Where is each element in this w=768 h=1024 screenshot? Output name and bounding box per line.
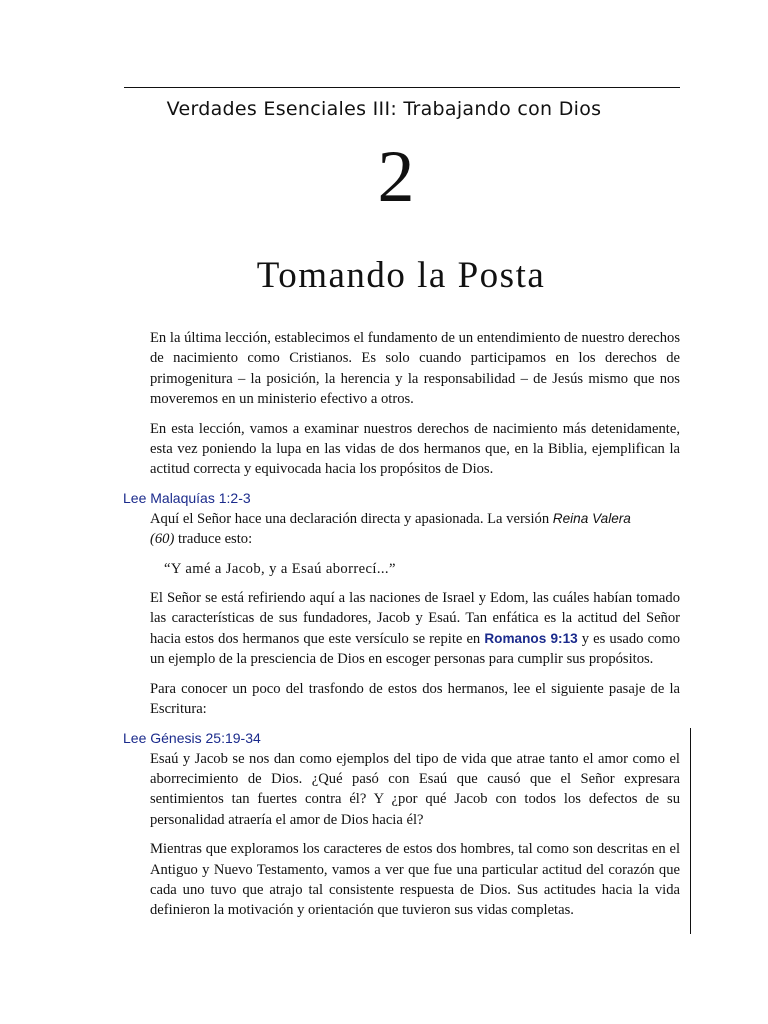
declaration-text: Aquí el Señor hace una declaración directa y apasionada. La versión	[150, 510, 553, 527]
chapter-title: Tomando la Posta	[256, 255, 546, 296]
chapter-number: 2	[377, 136, 415, 218]
margin-rule	[690, 728, 691, 934]
paragraph-brothers: Esaú y Jacob se nos dan como ejemplos del tipo de vida que atrae tanto el amor como el aborrecimiento de Dios. ¿Qué pasó con Esaú que causó que el Señor expresara sentimientos tan fuertes contra él? Y ¿por qué Jacob con todos los defectos de su personalidad atraería el amor de Dios hacia él?	[150, 750, 680, 828]
paragraph-declaration	[150, 509, 680, 550]
nations-text: El Señor se está refiriendo aquí a las naciones de Israel y Edom, las cuáles habían tomado las características de sus fundadores, Jacob y Esaú. Tan enfática es la actitud del Señor hacia estos dos hermanos que este versículo se repite en	[150, 590, 680, 647]
nations-text-end: y es usado como un ejemplo de la presciencia de Dios en escoger personas para cumplir sus propósitos.	[150, 630, 680, 668]
top-rule	[124, 87, 680, 88]
scripture-reference-romanos: Romanos 9:13	[484, 630, 578, 646]
paragraph-attitudes: Mientras que exploramos los caracteres de estos dos hombres, tal como son descritas en el Antiguo y Nuevo Testamento, vamos a ver que fue una particular actitud del corazón que cada uno tuvo que atrajo tal consistente respuesta de Dios. Sus actitudes hacia la vida definieron la motivación y orientación que tuvieron sus vidas completas.	[150, 841, 680, 919]
scripture-quote: “Y amé a Jacob, y a Esaú aborrecí...”	[164, 560, 396, 577]
paragraph-nations	[150, 588, 680, 670]
series-title: Verdades Esenciales III: Trabajando con Dios	[166, 98, 602, 120]
paragraph-lesson-focus: En esta lección, vamos a examinar nuestros derechos de nacimiento más detenidamente, esta vez poniendo la lupa en las vidas de dos hermanos que, en la Biblia, ejemplifican la actitud correcta y equivocada hacia los propósitos de Dios.	[150, 420, 680, 478]
paragraph-background: Para conocer un poco del trasfondo de estos dos hermanos, lee el siguiente pasaje de la Escritura:	[150, 680, 680, 718]
lesson-body	[123, 328, 680, 930]
reading-heading-malaquias: Lee Malaquías 1:2-3	[123, 489, 251, 506]
version-year: (60)	[150, 531, 175, 548]
declaration-text-end: traduce esto:	[174, 531, 253, 548]
paragraph-intro: En la última lección, establecimos el fundamento de un entendimiento de nuestro derechos de nacimiento como Cristianos. Es solo cuando participamos en los derechos de primogenitura – la posición, la herencia y la responsabilidad – de Jesús mismo que nos moveremos en un ministerio efectivo a otros.	[150, 330, 680, 408]
reading-heading-genesis: Lee Génesis 25:19-34	[123, 729, 261, 746]
version-name: Reina Valera	[552, 510, 631, 526]
